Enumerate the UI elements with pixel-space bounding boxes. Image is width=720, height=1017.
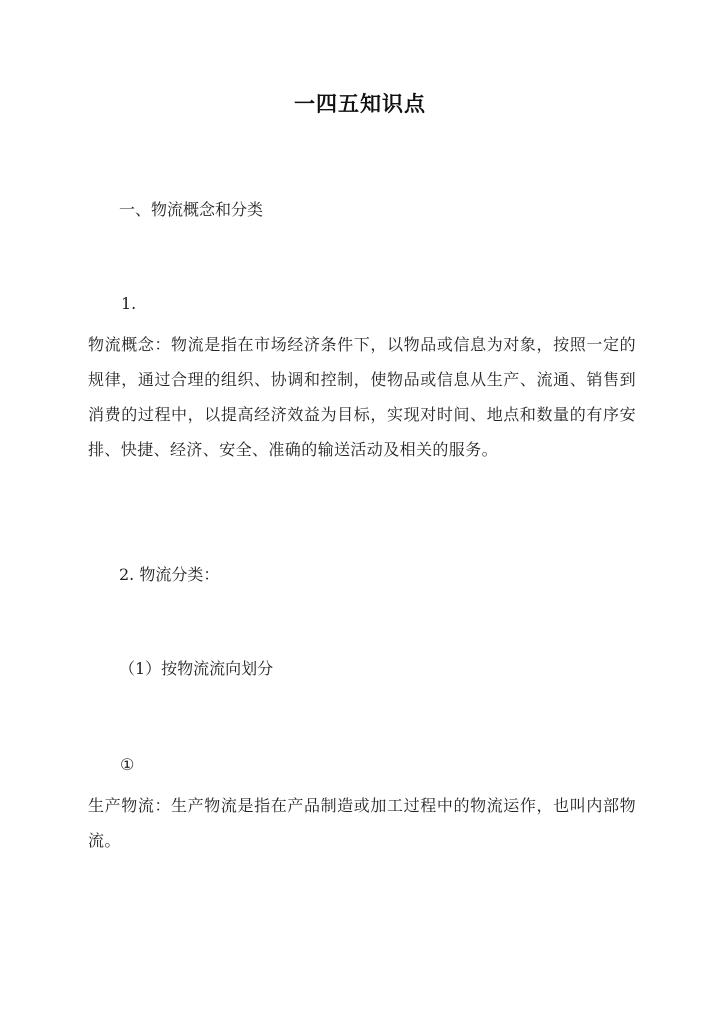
circled-number: ① (120, 755, 135, 774)
page-title: 一四五知识点 (294, 91, 426, 116)
subsection-heading: 2. 物流分类： (119, 565, 220, 584)
item-paragraph: 物流概念：物流是指在市场经济条件下，以物品或信息为对象，按照一定的规律，通过合理的组织、协调和控制，使物品或信息从生产、流通、销售到消费的过程中，以提高经济效益为目标，实现对时间、地点和数量的有序安排、快捷、经济、安全、准确的输送活动及相关的服务。 (88, 335, 636, 459)
sub-subsection-heading: （1）按物流流向划分 (119, 659, 274, 678)
item-paragraph: 生产物流：生产物流是指在产品制造或加工过程中的物流运作，也叫内部物流。 (88, 796, 636, 850)
item-number: 1. (121, 294, 137, 313)
section-heading: 一、物流概念和分类 (119, 200, 264, 219)
